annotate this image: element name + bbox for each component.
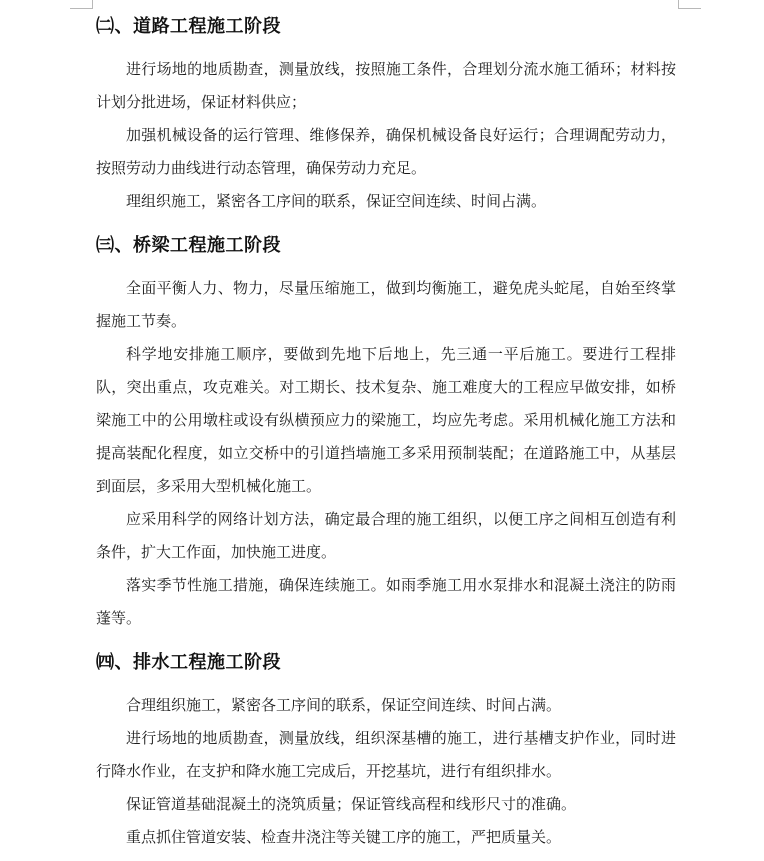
paragraph: 落实季节性施工措施，确保连续施工。如雨季施工用水泵排水和混凝土浇注的防雨蓬等。 xyxy=(96,576,676,627)
paragraph: 加强机械设备的运行管理、维修保养，确保机械设备良好运行；合理调配劳动力，按照劳动力曲线进行动态管理，确保劳动力充足。 xyxy=(96,126,676,177)
section-heading-road: ㈡、道路工程施工阶段 xyxy=(96,16,281,37)
section-heading-drainage: ㈣、排水工程施工阶段 xyxy=(96,652,281,673)
paragraph: 应采用科学的网络计划方法，确定最合理的施工组织，以便工序之间相互创造有利条件，扩大工作面，加快施工进度。 xyxy=(96,510,676,561)
paragraph: 科学地安排施工顺序，要做到先地下后地上，先三通一平后施工。要进行工程排队，突出重点，攻克难关。对工期长、技术复杂、施工难度大的工程应早做安排，如桥梁施工中的公用墩柱或设有纵横预应力的梁施工，均应先考虑。采用机械化施工方法和提高装配化程度，如立交桥中的引道挡墙施工多采用预制装配；在道路施工中，从基层到面层，多采用大型机械化施工。 xyxy=(96,345,676,495)
section-heading-bridge: ㈢、桥梁工程施工阶段 xyxy=(96,235,281,256)
paragraph: 全面平衡人力、物力，尽量压缩施工，做到均衡施工，避免虎头蛇尾，自始至终掌握施工节奏。 xyxy=(96,279,676,330)
document-body xyxy=(96,10,676,854)
paragraph: 理组织施工，紧密各工序间的联系，保证空间连续、时间占满。 xyxy=(126,192,547,210)
paragraph: 保证管道基础混凝土的浇筑质量；保证管线高程和线形尺寸的准确。 xyxy=(126,795,577,813)
paragraph: 合理组织施工，紧密各工序间的联系，保证空间连续、时间占满。 xyxy=(126,696,562,714)
paragraph: 进行场地的地质勘查，测量放线，组织深基槽的施工，进行基槽支护作业，同时进行降水作业，在支护和降水施工完成后，开挖基坑，进行有组织排水。 xyxy=(96,729,676,780)
margin-corner-mark-right xyxy=(678,0,701,9)
paragraph: 进行场地的地质勘查，测量放线，按照施工条件，合理划分流水施工循环；材料按计划分批进场，保证材料供应； xyxy=(96,60,676,111)
paragraph: 重点抓住管道安装、检查井浇注等关键工序的施工，严把质量关。 xyxy=(126,828,562,846)
margin-corner-mark-left xyxy=(70,0,93,9)
